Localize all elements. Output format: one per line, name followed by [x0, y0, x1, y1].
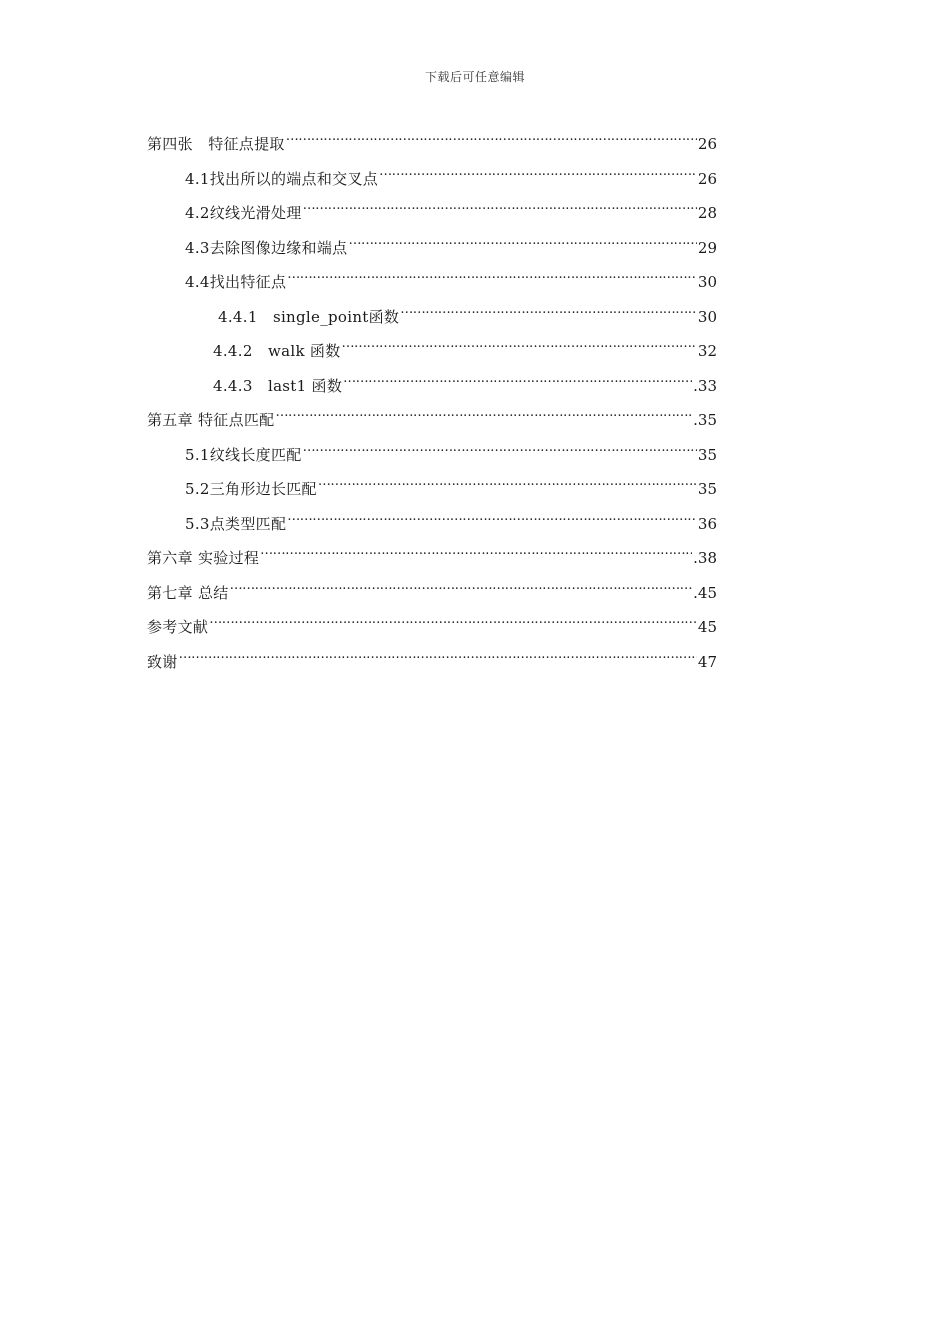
toc-entry-page: .35	[693, 411, 717, 429]
toc-dot-leader	[318, 470, 697, 494]
toc-dot-leader	[287, 263, 697, 287]
toc-entry-page: .45	[693, 583, 717, 602]
toc-entry-title: 致谢	[147, 652, 178, 671]
toc-entry-page: 35	[697, 445, 717, 464]
toc-entry	[147, 298, 717, 333]
toc-dot-leader	[348, 229, 696, 253]
toc-dot-leader	[343, 367, 692, 391]
toc-dot-leader	[303, 194, 697, 218]
toc-dot-leader	[209, 608, 697, 632]
toc-entry	[147, 367, 717, 402]
toc-entry	[147, 125, 717, 160]
toc-entry	[147, 470, 717, 505]
toc-dot-leader	[287, 505, 697, 529]
toc-entry-page: 47	[697, 652, 717, 671]
toc-entry-page: 32	[697, 342, 717, 360]
table-of-contents	[147, 125, 717, 677]
toc-entry-page: 30	[697, 273, 717, 291]
toc-entry-title: 参考文献	[147, 618, 209, 636]
toc-entry-title: 5.2三角形边长匹配	[185, 480, 317, 498]
toc-entry	[147, 574, 717, 609]
toc-entry	[147, 194, 717, 229]
toc-entry-title: 5.3点类型匹配	[185, 514, 287, 533]
toc-entry-title: 第五章 特征点匹配	[147, 411, 275, 429]
toc-entry-page: 26	[697, 135, 717, 153]
toc-entry-title: 第六章 实验过程	[147, 549, 260, 567]
toc-dot-leader	[230, 574, 693, 598]
toc-entry-title: 4.2纹线光滑处理	[185, 204, 302, 222]
toc-entry-page: .38	[693, 549, 717, 567]
toc-entry-page: 29	[697, 238, 717, 257]
toc-entry-title: 4.4找出特征点	[185, 273, 287, 291]
toc-entry	[147, 332, 717, 367]
toc-entry-title: 4.3去除图像边缘和端点	[185, 238, 348, 257]
toc-entry-page: 30	[697, 307, 717, 326]
toc-entry	[147, 229, 717, 264]
toc-entry-page: 35	[697, 480, 717, 498]
toc-entry	[147, 539, 717, 574]
toc-entry	[147, 608, 717, 643]
toc-entry	[147, 643, 717, 678]
toc-dot-leader	[286, 125, 697, 149]
toc-entry	[147, 160, 717, 195]
toc-entry-page: 26	[697, 169, 717, 188]
toc-entry-title: 4.4.3 last1 函数	[213, 376, 343, 395]
toc-dot-leader	[342, 332, 697, 356]
toc-dot-leader	[379, 160, 697, 184]
toc-entry-title: 4.4.1 single_point函数	[218, 307, 400, 326]
header-note: 下载后可任意编辑	[424, 70, 525, 84]
toc-entry	[147, 436, 717, 471]
toc-entry-page: 28	[697, 204, 717, 222]
toc-entry-page: 36	[697, 514, 717, 533]
toc-entry-title: 第四张 特征点提取	[147, 135, 285, 153]
toc-entry-title: 第七章 总结	[147, 583, 229, 602]
toc-entry-title: 5.1纹线长度匹配	[185, 445, 302, 464]
toc-entry-title: 4.1找出所以的端点和交叉点	[185, 169, 379, 188]
toc-dot-leader	[260, 539, 692, 563]
toc-entry	[147, 505, 717, 540]
toc-dot-leader	[179, 643, 697, 667]
toc-dot-leader	[303, 436, 697, 460]
toc-entry	[147, 401, 717, 436]
toc-entry-title: 4.4.2 walk 函数	[213, 342, 341, 360]
toc-entry-page: .33	[693, 376, 717, 395]
toc-dot-leader	[275, 401, 692, 425]
toc-entry	[147, 263, 717, 298]
toc-dot-leader	[400, 298, 697, 322]
toc-entry-page: 45	[697, 618, 717, 636]
